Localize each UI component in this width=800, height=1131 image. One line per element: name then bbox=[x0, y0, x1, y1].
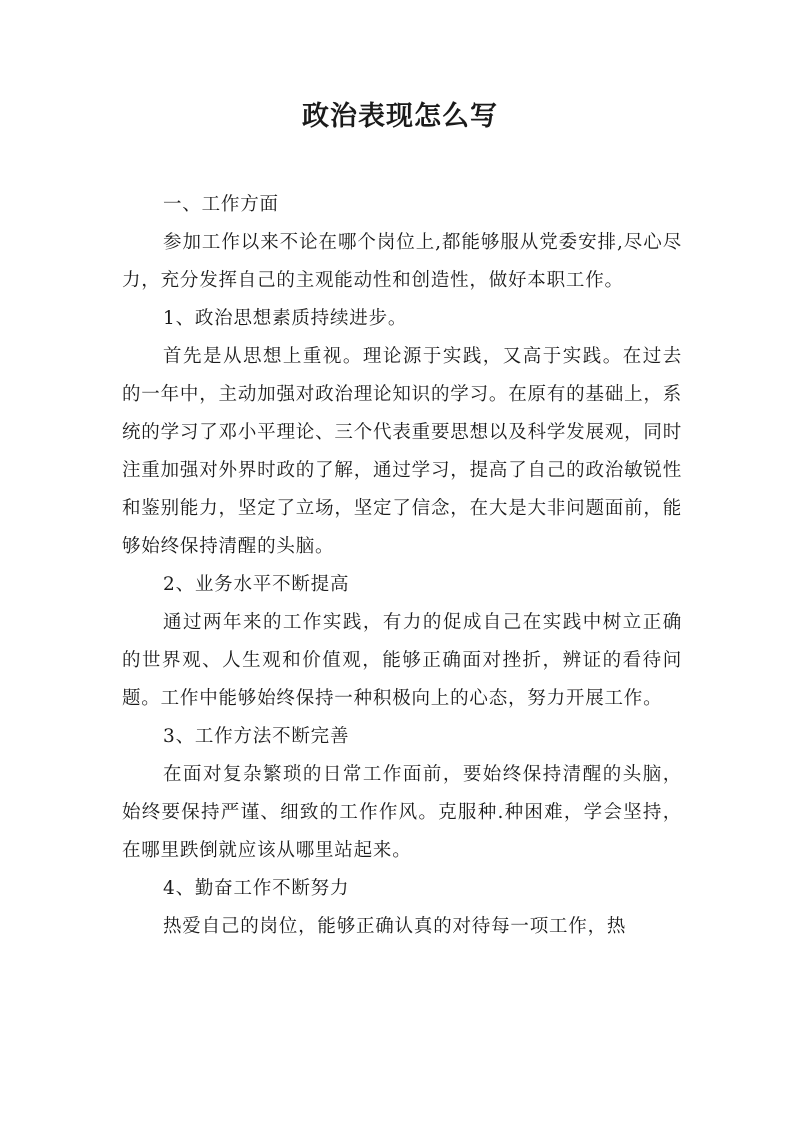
subheading-work-method: 3、工作方法不断完善 bbox=[163, 726, 350, 747]
paragraph-intro: 参加工作以来不论在哪个岗位上,都能够服从党委安排,尽心尽力，充分发挥自己的主观能动性和创造性，做好本职工作。 bbox=[122, 232, 682, 291]
paragraph-political-thought: 首先是从思想上重视。理论源于实践，又高于实践。在过去的一年中，主动加强对政治理论知识的学习。在原有的基础上，系统的学习了邓小平理论、三个代表重要思想以及科学发展观，同时注重加强对外界时政的了解，通过学习，提高了自己的政治敏锐性和鉴别能力，坚定了立场，坚定了信念，在大是大非问题面前，能够始终保持清醒的头脑。 bbox=[122, 346, 682, 557]
document-body bbox=[122, 186, 682, 946]
subheading-diligent-work: 4、勤奋工作不断努力 bbox=[163, 878, 350, 899]
paragraph-work-method: 在面对复杂繁琐的日常工作面前，要始终保持清醒的头脑，始终要保持严谨、细致的工作作风。克服种.种困难，学会坚持，在哪里跌倒就应该从哪里站起来。 bbox=[122, 764, 682, 861]
paragraph-diligent-work: 热爱自己的岗位，能够正确认真的对待每一项工作，热 bbox=[163, 916, 627, 937]
document-title: 政治表现怎么写 bbox=[302, 101, 498, 132]
subheading-business-level: 2、业务水平不断提高 bbox=[163, 574, 350, 595]
section-heading-work: 一、工作方面 bbox=[163, 194, 279, 215]
subheading-political-thought: 1、政治思想素质持续进步。 bbox=[163, 308, 408, 329]
paragraph-business-level: 通过两年来的工作实践，有力的促成自己在实践中树立正确的世界观、人生观和价值观，能够正确面对挫折，辨证的看待问题。工作中能够始终保持一种积极向上的心态，努力开展工作。 bbox=[122, 612, 682, 709]
